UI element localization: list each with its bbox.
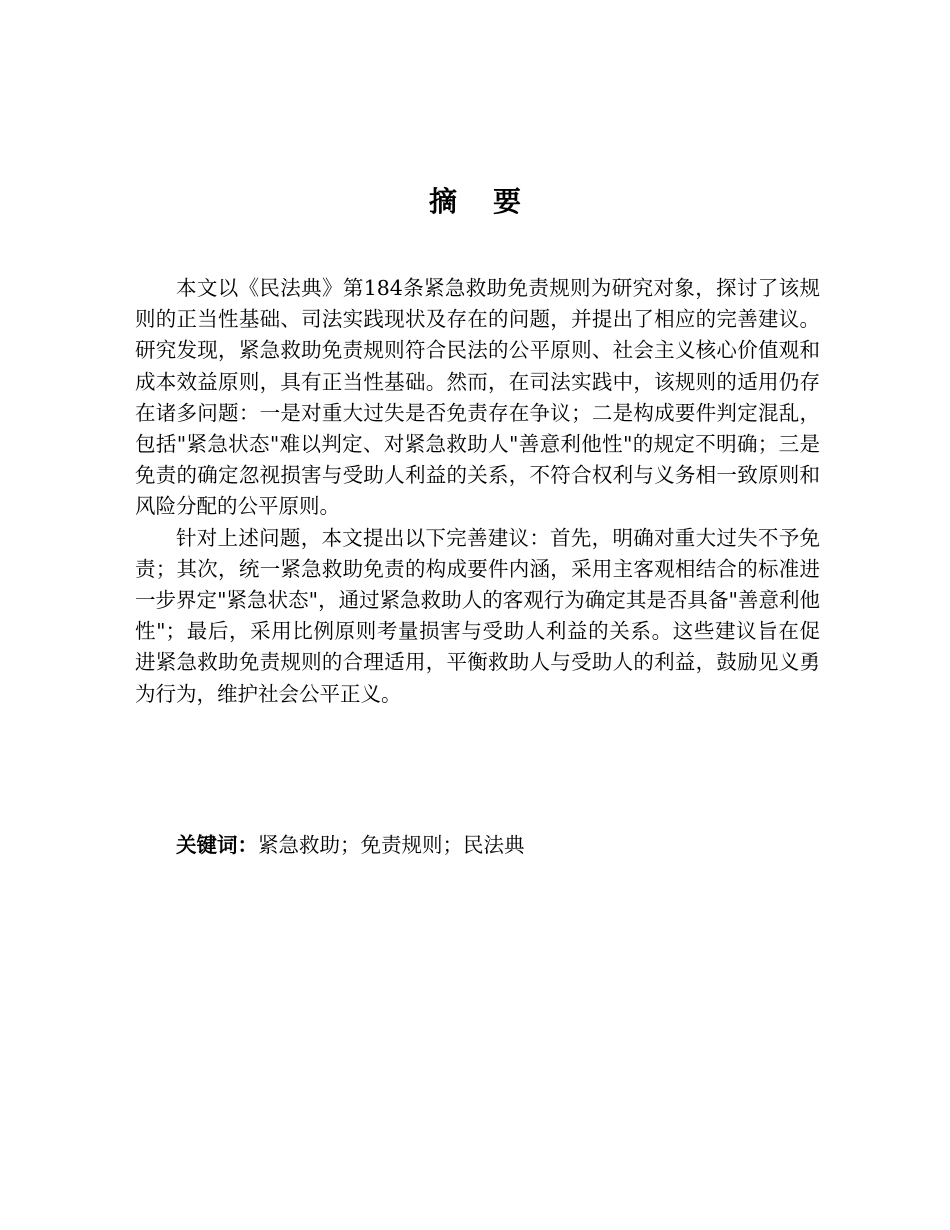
- keywords-list: 紧急救助；免责规则；民法典: [258, 833, 525, 857]
- abstract-body: [135, 273, 820, 710]
- keywords-label: 关键词：: [176, 833, 258, 857]
- abstract-paragraph-2: 针对上述问题，本文提出以下完善建议：首先，明确对重大过失不予免责；其次，统一紧急救助免责的构成要件内涵，采用主客观相结合的标准进一步界定"紧急状态"，通过紧急救助人的客观行为确定其是否具备"善意利他性"；最后，采用比例原则考量损害与受助人利益的关系。这些建议旨在促进紧急救助免责规则的合理适用，平衡救助人与受助人的利益，鼓励见义勇为行为，维护社会公平正义。: [135, 525, 820, 706]
- abstract-paragraph-1: 本文以《民法典》第184条紧急救助免责规则为研究对象，探讨了该规则的正当性基础、司法实践现状及存在的问题，并提出了相应的完善建议。研究发现，紧急救助免责规则符合民法的公平原则、社会主义核心价值观和成本效益原则，具有正当性基础。然而，在司法实践中，该规则的适用仍存在诸多问题：一是对重大过失是否免责存在争议；二是构成要件判定混乱，包括"紧急状态"难以判定、对紧急救助人"善意利他性"的规定不明确；三是免责的确定忽视损害与受助人利益的关系，不符合权利与义务相一致原则和风险分配的公平原则。: [135, 276, 820, 519]
- keywords-line: [135, 830, 820, 861]
- abstract-title: 摘要: [428, 185, 557, 218]
